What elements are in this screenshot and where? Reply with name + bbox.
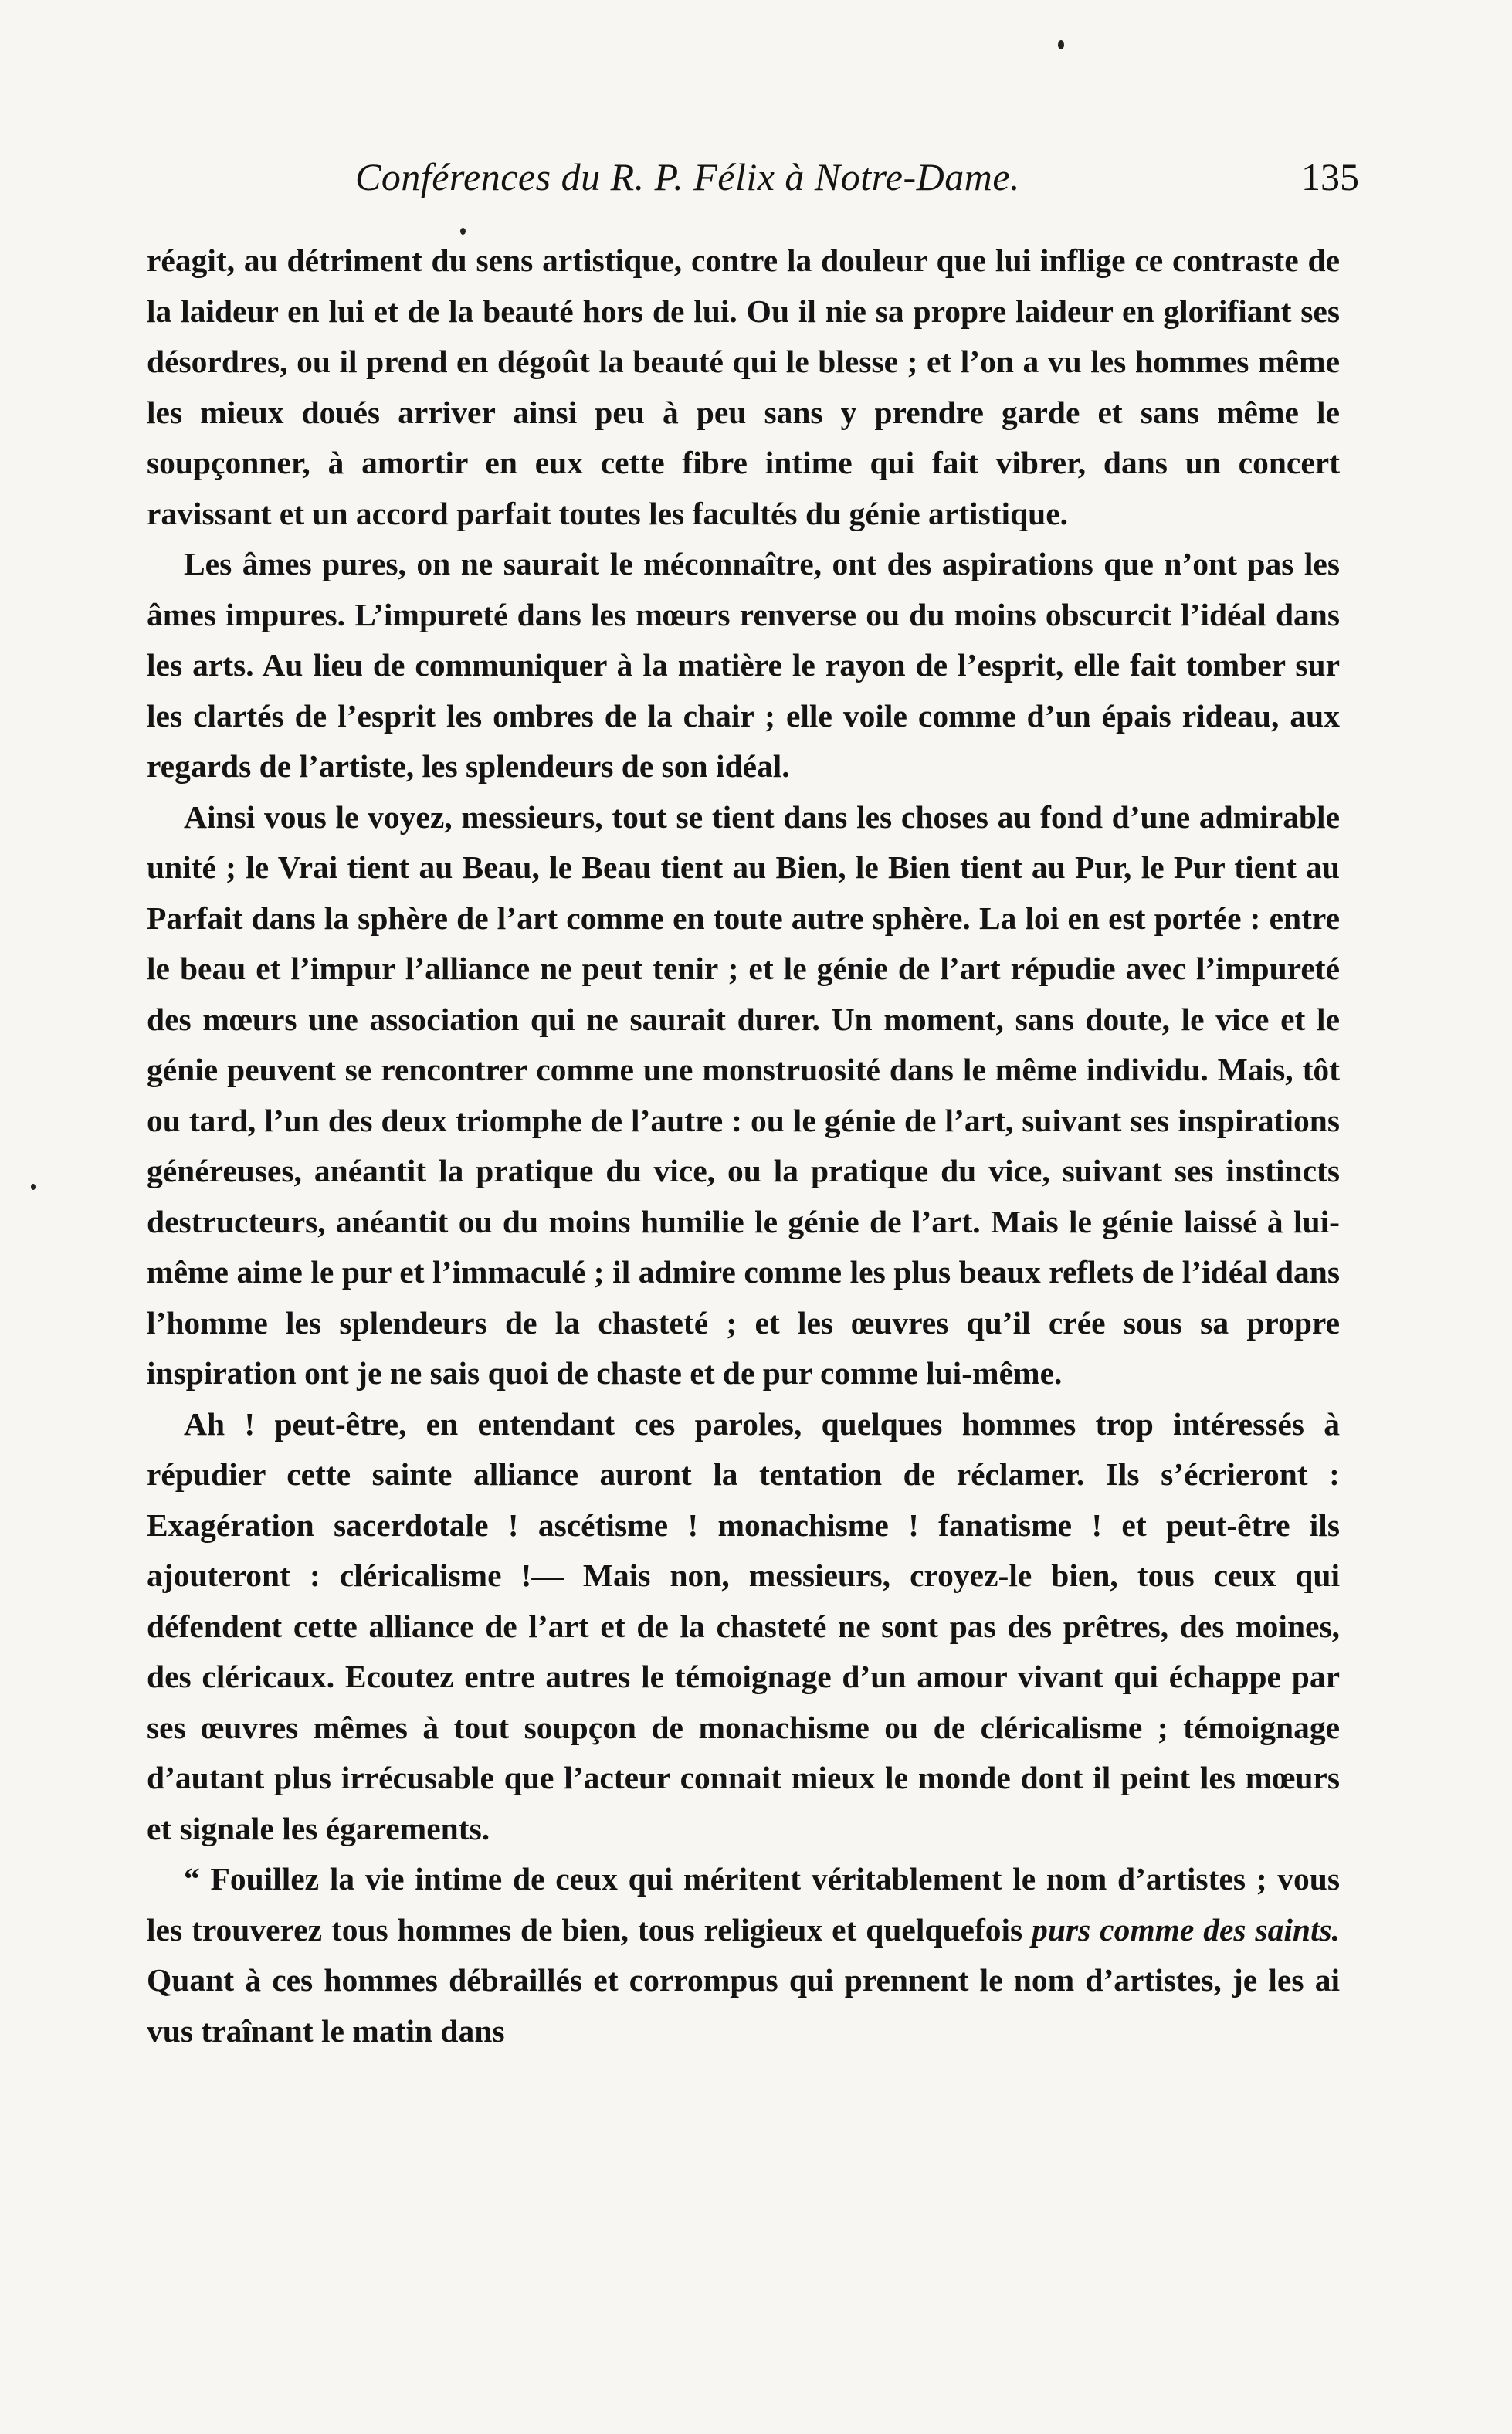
- ink-speck: [460, 228, 466, 235]
- paragraph-5-text: “ Fouillez la vie intime de ceux qui méritent véritablement le nom d’artistes ; vous les trouverez tous hommes de bien, tous religieux et quelquefois: [147, 1861, 1340, 1948]
- paragraph-5-italic-phrase: purs comme des saints.: [1032, 1911, 1340, 1948]
- paragraph-1: réagit, au détriment du sens artistique, contre la douleur que lui inflige ce contraste de la laideur en lui et de la beauté hors de lui. Ou il nie sa propre laideur en glorifiant ses désordres, ou il prend en dégoût la beauté qui le blesse ; et l’on a vu les hommes même les mieux doués arriver ainsi peu à peu sans y prendre garde et sans même le soupçonner, à amortir en eux cette fibre intime qui fait vibrer, dans un concert ravissant et un accord parfait toutes les facultés du génie artistique.: [147, 242, 1340, 531]
- paragraph-2: Les âmes pures, on ne saurait le méconnaître, ont des aspirations que n’ont pas les âmes impures. L’impureté dans les mœurs renverse ou du moins obscurcit l’idéal dans les arts. Au lieu de communiquer à la matière le rayon de l’esprit, elle fait tomber sur les clartés de l’esprit les ombres de la chair ; elle voile comme d’un épais rideau, aux regards de l’artiste, les splendeurs de son idéal.: [147, 546, 1340, 784]
- page-body: [147, 236, 1340, 2056]
- paragraph-5-text-continued: Quant à ces hommes débraillés et corrompus qui prennent le nom d’artistes, je les ai vus traînant le matin dans: [147, 1962, 1340, 2049]
- ink-speck: [1058, 40, 1064, 49]
- running-title: Conférences du R. P. Félix à Notre-Dame.: [355, 155, 1021, 198]
- page-number: 135: [1301, 155, 1359, 198]
- paragraph-5: [147, 1854, 1340, 2056]
- paragraph-4: Ah ! peut-être, en entendant ces paroles, quelques hommes trop intéressés à répudier cette sainte alliance auront la tentation de réclamer. Ils s’écrieront : Exagération sacerdotale ! ascétisme ! monachisme ! fanatisme ! et peut-être ils ajouteront : cléricalisme !— Mais non, messieurs, croyez-le bien, tous ceux qui défendent cette alliance de l’art et de la chasteté ne sont pas des prêtres, des moines, des cléricaux. Ecoutez entre autres le témoignage d’un amour vivant qui échappe par ses œuvres mêmes à tout soupçon de monachisme ou de cléricalisme ; témoignage d’autant plus irrécusable que l’acteur connait mieux le monde dont il peint les mœurs et signale les égarements.: [147, 1405, 1340, 1846]
- paragraph-3: Ainsi vous le voyez, messieurs, tout se tient dans les choses au fond d’une admirable unité ; le Vrai tient au Beau, le Beau tient au Bien, le Bien tient au Pur, le Pur tient au Parfait dans la sphère de l’art comme en toute autre sphère. La loi en est portée : entre le beau et l’impur l’alliance ne peut tenir ; et le génie de l’art répudie avec l’impureté des mœurs une association qui ne saurait durer. Un moment, sans doute, le vice et le génie peuvent se rencontrer comme une monstruosité dans le même individu. Mais, tôt ou tard, l’un des deux triomphe de l’autre : ou le génie de l’art, suivant ses inspirations généreuses, anéantit la pratique du vice, ou la pratique du vice, suivant ses instincts destructeurs, anéantit ou du moins humilie le génie de l’art. Mais le génie laissé à lui-même aime le pur et l’immaculé ; il admire comme les plus beaux reflets de l’idéal dans l’homme les splendeurs de la chasteté ; et les œuvres qu’il crée sous sa propre inspiration ont je ne sais quoi de chaste et de pur comme lui-même.: [147, 798, 1340, 1391]
- ink-speck: [31, 1184, 36, 1190]
- page-header: [355, 154, 1359, 216]
